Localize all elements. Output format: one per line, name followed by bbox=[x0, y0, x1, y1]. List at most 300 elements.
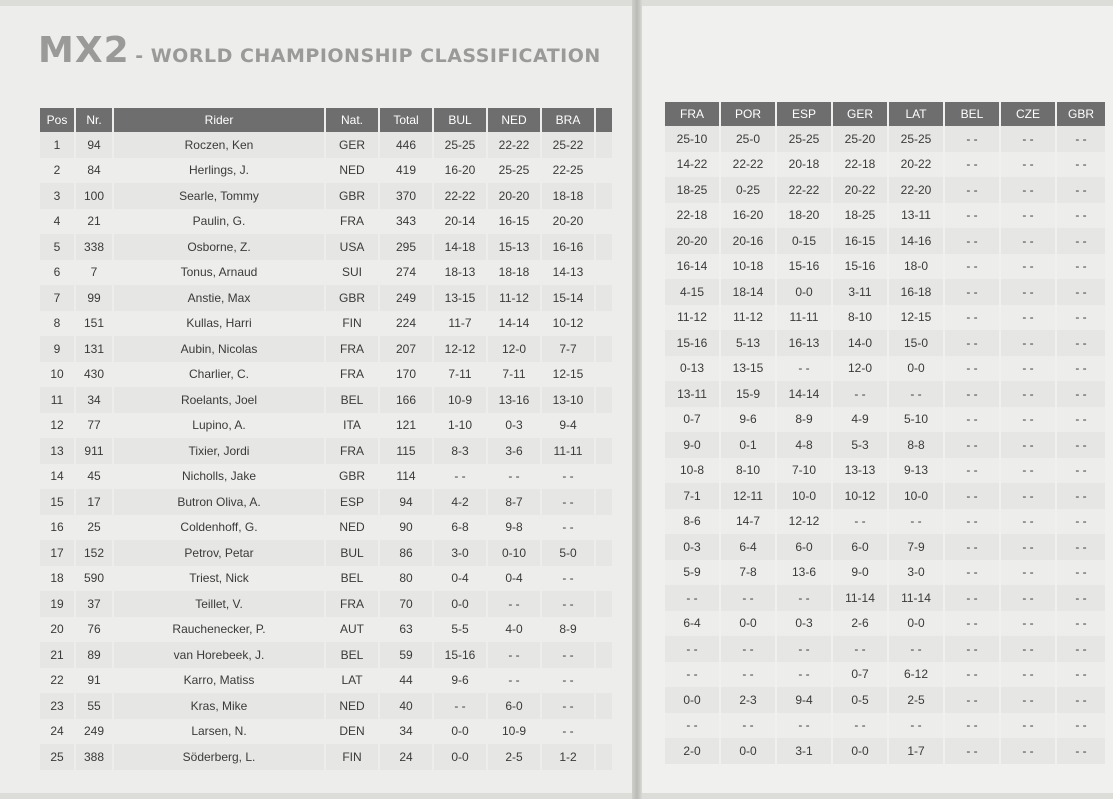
cell-spacer bbox=[596, 311, 612, 337]
cell-esp: 14-14 bbox=[777, 381, 831, 407]
header-spacer bbox=[596, 108, 612, 132]
cell-bul: - - bbox=[434, 693, 486, 719]
cell-cze: - - bbox=[1001, 305, 1055, 331]
table-row bbox=[665, 560, 1105, 586]
cell-pos: 3 bbox=[40, 183, 74, 209]
cell-por: - - bbox=[721, 636, 775, 662]
cell-lat: - - bbox=[889, 636, 943, 662]
cell-nr: 249 bbox=[76, 719, 112, 745]
cell-por: 0-25 bbox=[721, 177, 775, 203]
cell-ger: 9-0 bbox=[833, 560, 887, 586]
cell-gbr: - - bbox=[1057, 228, 1105, 254]
cell-bra: 20-20 bbox=[542, 209, 594, 235]
classification-table-right bbox=[663, 102, 1107, 764]
cell-cze: - - bbox=[1001, 228, 1055, 254]
cell-nat: AUT bbox=[326, 617, 378, 643]
cell-rider: Osborne, Z. bbox=[114, 234, 324, 260]
cell-nat: NED bbox=[326, 158, 378, 184]
table-row bbox=[665, 228, 1105, 254]
cell-pos: 1 bbox=[40, 132, 74, 158]
cell-ned: 15-13 bbox=[488, 234, 540, 260]
cell-bel: - - bbox=[945, 585, 999, 611]
cell-total: 59 bbox=[380, 642, 432, 668]
cell-ger: 15-16 bbox=[833, 254, 887, 280]
table-row bbox=[40, 209, 612, 235]
cell-ned: 6-0 bbox=[488, 693, 540, 719]
cell-esp: 8-9 bbox=[777, 407, 831, 433]
cell-bel: - - bbox=[945, 534, 999, 560]
cell-ger: 10-12 bbox=[833, 483, 887, 509]
cell-gbr: - - bbox=[1057, 560, 1105, 586]
cell-fra: 11-12 bbox=[665, 305, 719, 331]
cell-por: 16-20 bbox=[721, 203, 775, 229]
cell-spacer bbox=[596, 209, 612, 235]
cell-fra: 18-25 bbox=[665, 177, 719, 203]
cell-lat: 12-15 bbox=[889, 305, 943, 331]
cell-fra: 7-1 bbox=[665, 483, 719, 509]
cell-ned: 4-0 bbox=[488, 617, 540, 643]
cell-cze: - - bbox=[1001, 534, 1055, 560]
cell-nr: 37 bbox=[76, 591, 112, 617]
cell-bel: - - bbox=[945, 407, 999, 433]
table-row bbox=[665, 509, 1105, 535]
cell-bul: 0-4 bbox=[434, 566, 486, 592]
cell-ger: 0-0 bbox=[833, 738, 887, 764]
cell-bul: 20-14 bbox=[434, 209, 486, 235]
cell-lat: 22-20 bbox=[889, 177, 943, 203]
cell-ned: - - bbox=[488, 642, 540, 668]
cell-rider: Triest, Nick bbox=[114, 566, 324, 592]
table-row bbox=[665, 330, 1105, 356]
cell-bul: 11-7 bbox=[434, 311, 486, 337]
cell-ger: 4-9 bbox=[833, 407, 887, 433]
table-row bbox=[665, 534, 1105, 560]
cell-por: 8-10 bbox=[721, 458, 775, 484]
cell-spacer bbox=[596, 566, 612, 592]
cell-nr: 89 bbox=[76, 642, 112, 668]
cell-bra: 25-22 bbox=[542, 132, 594, 158]
cell-esp: 20-18 bbox=[777, 152, 831, 178]
cell-bra: 12-15 bbox=[542, 362, 594, 388]
cell-ned: 12-0 bbox=[488, 336, 540, 362]
cell-ned: 22-22 bbox=[488, 132, 540, 158]
cell-rider: Söderberg, L. bbox=[114, 744, 324, 770]
cell-esp: 10-0 bbox=[777, 483, 831, 509]
table-row bbox=[665, 126, 1105, 152]
cell-rider: Kras, Mike bbox=[114, 693, 324, 719]
cell-ger: - - bbox=[833, 636, 887, 662]
table-row bbox=[665, 381, 1105, 407]
cell-gbr: - - bbox=[1057, 177, 1105, 203]
cell-bra: 9-4 bbox=[542, 413, 594, 439]
header-gbr: GBR bbox=[1057, 102, 1105, 126]
cell-nat: GBR bbox=[326, 464, 378, 490]
cell-nr: 430 bbox=[76, 362, 112, 388]
cell-spacer bbox=[596, 642, 612, 668]
cell-cze: - - bbox=[1001, 560, 1055, 586]
table-row bbox=[665, 585, 1105, 611]
cell-spacer bbox=[596, 387, 612, 413]
cell-spacer bbox=[596, 158, 612, 184]
cell-nr: 151 bbox=[76, 311, 112, 337]
cell-nat: GBR bbox=[326, 285, 378, 311]
table-row bbox=[40, 489, 612, 515]
cell-nat: GER bbox=[326, 132, 378, 158]
cell-esp: 0-0 bbox=[777, 279, 831, 305]
cell-nat: FRA bbox=[326, 438, 378, 464]
cell-bel: - - bbox=[945, 432, 999, 458]
cell-lat: 5-10 bbox=[889, 407, 943, 433]
cell-fra: 20-20 bbox=[665, 228, 719, 254]
cell-pos: 23 bbox=[40, 693, 74, 719]
cell-pos: 6 bbox=[40, 260, 74, 286]
left-header-row bbox=[40, 108, 612, 132]
cell-rider: Butron Oliva, A. bbox=[114, 489, 324, 515]
cell-cze: - - bbox=[1001, 356, 1055, 382]
cell-total: 249 bbox=[380, 285, 432, 311]
cell-total: 446 bbox=[380, 132, 432, 158]
cell-bel: - - bbox=[945, 381, 999, 407]
cell-esp: 15-16 bbox=[777, 254, 831, 280]
cell-fra: 0-7 bbox=[665, 407, 719, 433]
cell-gbr: - - bbox=[1057, 611, 1105, 637]
cell-spacer bbox=[596, 540, 612, 566]
cell-fra: 22-18 bbox=[665, 203, 719, 229]
cell-fra: 16-14 bbox=[665, 254, 719, 280]
cell-bel: - - bbox=[945, 636, 999, 662]
table-row bbox=[665, 203, 1105, 229]
cell-pos: 14 bbox=[40, 464, 74, 490]
cell-nr: 77 bbox=[76, 413, 112, 439]
cell-por: 13-15 bbox=[721, 356, 775, 382]
cell-gbr: - - bbox=[1057, 738, 1105, 764]
cell-total: 80 bbox=[380, 566, 432, 592]
cell-spacer bbox=[596, 438, 612, 464]
cell-nr: 100 bbox=[76, 183, 112, 209]
cell-ger: 18-25 bbox=[833, 203, 887, 229]
table-row bbox=[665, 407, 1105, 433]
header-nr: Nr. bbox=[76, 108, 112, 132]
cell-bul: 16-20 bbox=[434, 158, 486, 184]
cell-bel: - - bbox=[945, 738, 999, 764]
cell-fra: - - bbox=[665, 636, 719, 662]
cell-rider: Coldenhoff, G. bbox=[114, 515, 324, 541]
cell-rider: van Horebeek, J. bbox=[114, 642, 324, 668]
cell-esp: 3-1 bbox=[777, 738, 831, 764]
cell-ned: 20-20 bbox=[488, 183, 540, 209]
cell-nr: 338 bbox=[76, 234, 112, 260]
cell-nat: GBR bbox=[326, 183, 378, 209]
cell-pos: 16 bbox=[40, 515, 74, 541]
header-cze: CZE bbox=[1001, 102, 1055, 126]
cell-rider: Tonus, Arnaud bbox=[114, 260, 324, 286]
cell-ned: 10-9 bbox=[488, 719, 540, 745]
cell-esp: 4-8 bbox=[777, 432, 831, 458]
cell-total: 207 bbox=[380, 336, 432, 362]
cell-ned: - - bbox=[488, 668, 540, 694]
cell-bel: - - bbox=[945, 305, 999, 331]
page-title bbox=[38, 30, 601, 71]
cell-bul: 12-12 bbox=[434, 336, 486, 362]
cell-bra: - - bbox=[542, 642, 594, 668]
cell-bel: - - bbox=[945, 483, 999, 509]
cell-por: 0-0 bbox=[721, 611, 775, 637]
header-rider: Rider bbox=[114, 108, 324, 132]
title-main: MX2 bbox=[38, 30, 130, 71]
cell-fra: 15-16 bbox=[665, 330, 719, 356]
cell-cze: - - bbox=[1001, 458, 1055, 484]
cell-por: 5-13 bbox=[721, 330, 775, 356]
cell-gbr: - - bbox=[1057, 534, 1105, 560]
cell-bra: 5-0 bbox=[542, 540, 594, 566]
cell-ned: 14-14 bbox=[488, 311, 540, 337]
cell-nr: 55 bbox=[76, 693, 112, 719]
cell-pos: 18 bbox=[40, 566, 74, 592]
cell-total: 70 bbox=[380, 591, 432, 617]
cell-nr: 45 bbox=[76, 464, 112, 490]
cell-spacer bbox=[596, 234, 612, 260]
cell-gbr: - - bbox=[1057, 254, 1105, 280]
table-row bbox=[665, 738, 1105, 764]
cell-cze: - - bbox=[1001, 713, 1055, 739]
book-spine bbox=[632, 0, 642, 799]
cell-ned: 7-11 bbox=[488, 362, 540, 388]
cell-esp: 16-13 bbox=[777, 330, 831, 356]
cell-cze: - - bbox=[1001, 611, 1055, 637]
cell-ned: 2-5 bbox=[488, 744, 540, 770]
cell-rider: Anstie, Max bbox=[114, 285, 324, 311]
cell-cze: - - bbox=[1001, 585, 1055, 611]
cell-por: 0-1 bbox=[721, 432, 775, 458]
cell-spacer bbox=[596, 489, 612, 515]
right-header-row bbox=[665, 102, 1105, 126]
cell-esp: 0-15 bbox=[777, 228, 831, 254]
table-row bbox=[665, 279, 1105, 305]
cell-nr: 34 bbox=[76, 387, 112, 413]
table-row bbox=[665, 254, 1105, 280]
cell-rider: Larsen, N. bbox=[114, 719, 324, 745]
cell-ger: 0-5 bbox=[833, 687, 887, 713]
cell-rider: Teillet, V. bbox=[114, 591, 324, 617]
cell-por: 2-3 bbox=[721, 687, 775, 713]
table-row bbox=[40, 285, 612, 311]
cell-rider: Roczen, Ken bbox=[114, 132, 324, 158]
cell-fra: 8-6 bbox=[665, 509, 719, 535]
table-row bbox=[40, 744, 612, 770]
cell-lat: 1-7 bbox=[889, 738, 943, 764]
cell-ger: - - bbox=[833, 713, 887, 739]
table-row bbox=[665, 662, 1105, 688]
cell-por: 25-0 bbox=[721, 126, 775, 152]
cell-pos: 8 bbox=[40, 311, 74, 337]
cell-por: 10-18 bbox=[721, 254, 775, 280]
cell-rider: Petrov, Petar bbox=[114, 540, 324, 566]
cell-ger: 12-0 bbox=[833, 356, 887, 382]
table-row bbox=[40, 336, 612, 362]
cell-nr: 388 bbox=[76, 744, 112, 770]
cell-nat: ITA bbox=[326, 413, 378, 439]
table-row bbox=[40, 719, 612, 745]
table-row bbox=[40, 132, 612, 158]
cell-pos: 10 bbox=[40, 362, 74, 388]
cell-por: - - bbox=[721, 662, 775, 688]
cell-gbr: - - bbox=[1057, 203, 1105, 229]
header-ned: NED bbox=[488, 108, 540, 132]
cell-nat: FIN bbox=[326, 311, 378, 337]
cell-spacer bbox=[596, 362, 612, 388]
cell-bra: - - bbox=[542, 591, 594, 617]
cell-ger: 0-7 bbox=[833, 662, 887, 688]
cell-total: 90 bbox=[380, 515, 432, 541]
cell-ger: 6-0 bbox=[833, 534, 887, 560]
cell-gbr: - - bbox=[1057, 330, 1105, 356]
cell-bul: 0-0 bbox=[434, 719, 486, 745]
cell-lat: 8-8 bbox=[889, 432, 943, 458]
cell-bul: 15-16 bbox=[434, 642, 486, 668]
header-pos: Pos bbox=[40, 108, 74, 132]
cell-esp: 22-22 bbox=[777, 177, 831, 203]
cell-esp: 7-10 bbox=[777, 458, 831, 484]
cell-bul: 25-25 bbox=[434, 132, 486, 158]
cell-gbr: - - bbox=[1057, 509, 1105, 535]
table-row bbox=[40, 183, 612, 209]
cell-bra: 16-16 bbox=[542, 234, 594, 260]
cell-nat: FRA bbox=[326, 336, 378, 362]
cell-nat: BEL bbox=[326, 642, 378, 668]
cell-lat: 25-25 bbox=[889, 126, 943, 152]
cell-bra: - - bbox=[542, 489, 594, 515]
cell-fra: 0-0 bbox=[665, 687, 719, 713]
cell-ned: 0-3 bbox=[488, 413, 540, 439]
cell-por: 20-16 bbox=[721, 228, 775, 254]
cell-pos: 20 bbox=[40, 617, 74, 643]
table-row bbox=[40, 668, 612, 694]
cell-ned: 8-7 bbox=[488, 489, 540, 515]
header-fra: FRA bbox=[665, 102, 719, 126]
cell-nr: 91 bbox=[76, 668, 112, 694]
cell-rider: Paulin, G. bbox=[114, 209, 324, 235]
header-total: Total bbox=[380, 108, 432, 132]
header-bul: BUL bbox=[434, 108, 486, 132]
cell-esp: - - bbox=[777, 356, 831, 382]
cell-bra: 8-9 bbox=[542, 617, 594, 643]
cell-cze: - - bbox=[1001, 381, 1055, 407]
cell-bra: 22-25 bbox=[542, 158, 594, 184]
cell-nat: LAT bbox=[326, 668, 378, 694]
cell-bel: - - bbox=[945, 560, 999, 586]
cell-esp: - - bbox=[777, 662, 831, 688]
cell-fra: 14-22 bbox=[665, 152, 719, 178]
cell-pos: 11 bbox=[40, 387, 74, 413]
cell-total: 63 bbox=[380, 617, 432, 643]
cell-cze: - - bbox=[1001, 636, 1055, 662]
cell-ned: 0-10 bbox=[488, 540, 540, 566]
cell-ned: 9-8 bbox=[488, 515, 540, 541]
table-row bbox=[665, 305, 1105, 331]
cell-lat: 13-11 bbox=[889, 203, 943, 229]
cell-spacer bbox=[596, 336, 612, 362]
cell-cze: - - bbox=[1001, 203, 1055, 229]
cell-bra: 11-11 bbox=[542, 438, 594, 464]
table-row bbox=[40, 591, 612, 617]
cell-nat: NED bbox=[326, 515, 378, 541]
cell-rider: Herlings, J. bbox=[114, 158, 324, 184]
table-row bbox=[665, 713, 1105, 739]
cell-pos: 9 bbox=[40, 336, 74, 362]
cell-bul: 10-9 bbox=[434, 387, 486, 413]
table-row bbox=[665, 636, 1105, 662]
cell-por: 9-6 bbox=[721, 407, 775, 433]
cell-esp: 0-3 bbox=[777, 611, 831, 637]
cell-ger: 13-13 bbox=[833, 458, 887, 484]
cell-bra: - - bbox=[542, 693, 594, 719]
cell-lat: 14-16 bbox=[889, 228, 943, 254]
cell-nr: 152 bbox=[76, 540, 112, 566]
cell-pos: 25 bbox=[40, 744, 74, 770]
cell-nr: 94 bbox=[76, 132, 112, 158]
cell-rider: Aubin, Nicolas bbox=[114, 336, 324, 362]
cell-bul: 9-6 bbox=[434, 668, 486, 694]
cell-por: - - bbox=[721, 585, 775, 611]
cell-nr: 21 bbox=[76, 209, 112, 235]
cell-fra: 2-0 bbox=[665, 738, 719, 764]
cell-gbr: - - bbox=[1057, 305, 1105, 331]
cell-bul: 0-0 bbox=[434, 744, 486, 770]
table-row bbox=[40, 693, 612, 719]
cell-fra: 0-13 bbox=[665, 356, 719, 382]
cell-cze: - - bbox=[1001, 254, 1055, 280]
cell-nr: 99 bbox=[76, 285, 112, 311]
table-row bbox=[40, 362, 612, 388]
cell-nat: FIN bbox=[326, 744, 378, 770]
cell-total: 295 bbox=[380, 234, 432, 260]
cell-bul: 8-3 bbox=[434, 438, 486, 464]
table-row bbox=[40, 387, 612, 413]
cell-nr: 590 bbox=[76, 566, 112, 592]
cell-bel: - - bbox=[945, 126, 999, 152]
cell-gbr: - - bbox=[1057, 713, 1105, 739]
table-row bbox=[665, 432, 1105, 458]
cell-bul: 1-10 bbox=[434, 413, 486, 439]
cell-rider: Karro, Matiss bbox=[114, 668, 324, 694]
cell-bel: - - bbox=[945, 177, 999, 203]
table-row bbox=[40, 642, 612, 668]
cell-bel: - - bbox=[945, 228, 999, 254]
cell-nr: 17 bbox=[76, 489, 112, 515]
cell-total: 94 bbox=[380, 489, 432, 515]
cell-lat: 2-5 bbox=[889, 687, 943, 713]
cell-gbr: - - bbox=[1057, 407, 1105, 433]
cell-cze: - - bbox=[1001, 432, 1055, 458]
table-row bbox=[665, 356, 1105, 382]
cell-esp: - - bbox=[777, 713, 831, 739]
cell-bra: 15-14 bbox=[542, 285, 594, 311]
cell-esp: 25-25 bbox=[777, 126, 831, 152]
cell-bra: - - bbox=[542, 464, 594, 490]
title-sub: - WORLD CHAMPIONSHIP CLASSIFICATION bbox=[135, 45, 601, 67]
cell-nat: BUL bbox=[326, 540, 378, 566]
cell-cze: - - bbox=[1001, 738, 1055, 764]
cell-lat: 15-0 bbox=[889, 330, 943, 356]
cell-bra: 1-2 bbox=[542, 744, 594, 770]
cell-spacer bbox=[596, 719, 612, 745]
cell-pos: 13 bbox=[40, 438, 74, 464]
cell-pos: 22 bbox=[40, 668, 74, 694]
cell-gbr: - - bbox=[1057, 356, 1105, 382]
header-esp: ESP bbox=[777, 102, 831, 126]
cell-total: 170 bbox=[380, 362, 432, 388]
cell-spacer bbox=[596, 132, 612, 158]
